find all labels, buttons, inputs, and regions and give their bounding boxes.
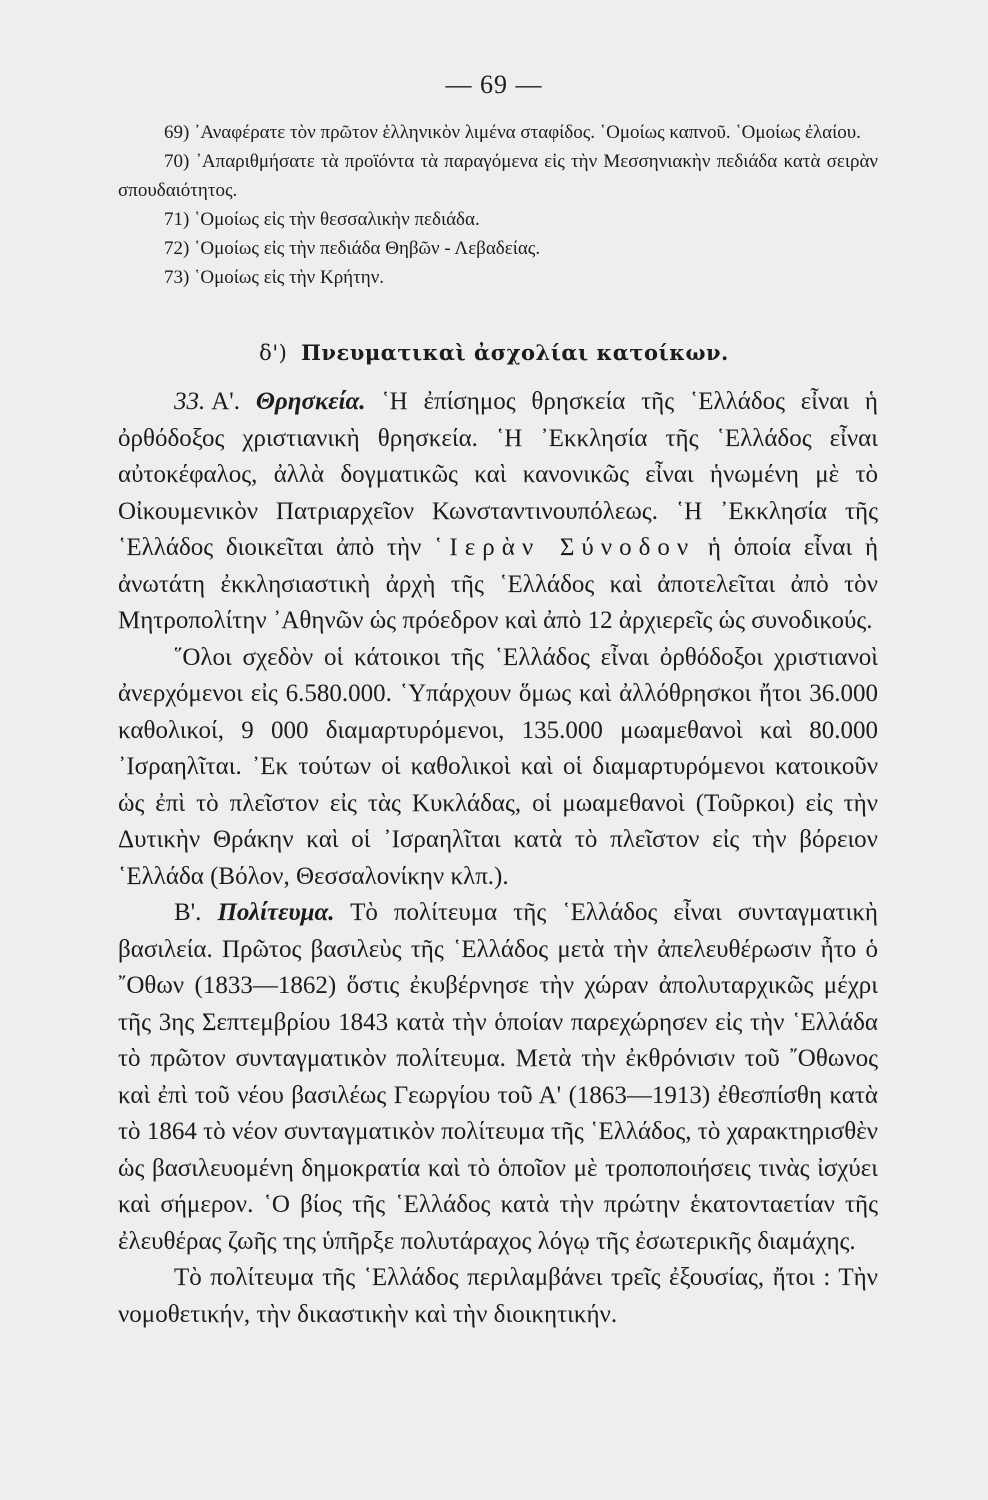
main-text	[118, 384, 878, 1333]
section-number: 33.	[174, 388, 206, 415]
religion-letter: Α'.	[211, 388, 241, 415]
question-71: 71) ῾Ομοίως εἰς τὴν θεσσαλικὴν πεδιάδα.	[164, 209, 480, 230]
question-73: 73) ῾Ομοίως εἰς τὴν Κρήτην.	[164, 267, 385, 288]
review-questions	[118, 118, 878, 292]
polity-heading: Πολίτευμα.	[217, 899, 335, 926]
religion-paragraph	[118, 384, 878, 640]
section-heading	[0, 340, 988, 365]
religion-text-1: ῾Η ἐπίσημος θρησκεία τῆς ῾Ελλάδος εἶναι ἡ ὀρθόδοξος χριστιανικὴ θρησκεία. ῾Η ᾿Εκκλησία τῆς ῾Ελλάδος εἶναι αὐτοκέφαλος, ἀλλὰ δογματικῶς καὶ κανονικῶς εἶναι ἡνωμένη μὲ τὸ Οἰκουμενικὸν Πατριαρχεῖον Κωνσταντινουπόλεως. ῾Η ᾿Εκκλησία τῆς ῾Ελλάδος διοικεῖται ἀπὸ τὴν	[118, 388, 879, 561]
section-label: δ')	[259, 341, 288, 365]
question-70: 70) ᾿Απαριθμήσατε τὰ προϊόντα τὰ παραγόμενα εἰς τὴν Μεσσηνιακὴν πεδιάδα κατὰ σειρὰν σπουδαιότητος.	[118, 151, 878, 201]
religion-paragraph-2: ῞Ολοι σχεδὸν οἱ κάτοικοι τῆς ῾Ελλάδος εἶναι ὀρθόδοξοι χριστιανοὶ ἀνερχόμενοι εἰς 6.580.000. ῾Υπάρχουν ὅμως καὶ ἀλλόθρησκοι ἤτοι 36.000 καθολικοί, 9 000 διαμαρτυρόμενοι, 135.000 μωαμεθανοὶ καὶ 80.000 ᾿Ισραηλῖται. ᾿Εκ τούτων οἱ καθολικοὶ καὶ οἱ διαμαρτυρόμενοι κατοικοῦν ὡς ἐπὶ τὸ πλεῖστον εἰς τὰς Κυκλάδας, οἱ μωαμεθανοὶ (Τοῦρκοι) εἰς τὴν Δυτικὴν Θράκην καὶ οἱ ᾿Ισραηλῖται κατὰ τὸ πλεῖστον εἰς τὴν βόρειον ῾Ελλάδα (Βόλον, Θεσσαλονίκην κλπ.).	[118, 643, 878, 890]
polity-letter: Β'.	[174, 899, 202, 926]
polity-text: Τὸ πολίτευμα τῆς ῾Ελλάδος εἶναι συνταγματικὴ βασιλεία. Πρῶτος βασιλεὺς τῆς ῾Ελλάδος μετὰ τὴν ἀπελευθέρωσιν ἦτο ὁ ῎Οθων (1833—1862) ὅστις ἐκυβέρνησε τὴν χώραν ἀπολυταρχικῶς μέχρι τῆς 3ης Σεπτεμβρίου 1843 κατὰ τὴν ὁποίαν παρεχώρησεν εἰς τὴν ῾Ελλάδα τὸ πρῶτον συνταγματικὸν πολίτευμα. Μετὰ τὴν ἐκθρόνισιν τοῦ ῎Οθωνος καὶ ἐπὶ τοῦ νέου βασιλέως Γεωργίου τοῦ Α' (1863—1913) ἐθεσπίσθη κατὰ τὸ 1864 τὸ νέον συνταγματικὸν πολίτευμα τῆς ῾Ελλάδος, τὸ χαρακτηρισθὲν ὡς βασιλευομένη δημοκρατία καὶ τὸ ὁποῖον μὲ τροποποιήσεις τινὰς ἰσχύει καὶ σήμερον. ῾Ο βίος τῆς ῾Ελλάδος κατὰ τὴν πρώτην ἑκατονταετίαν τῆς ἐλευθέρας ζωῆς της ὑπῆρξε πολυτάραχος λόγῳ τῆς ἐσωτερικῆς διαμάχης.	[118, 899, 879, 1255]
polity-paragraph-2: Τὸ πολίτευμα τῆς ῾Ελλάδος περιλαμβάνει τρεῖς ἐξουσίας, ἤτοι : Τὴν νομοθετικήν, τὴν δικαστικὴν καὶ τὴν διοικητικήν.	[118, 1264, 878, 1328]
page-number: — 69 —	[445, 70, 543, 99]
religion-heading: Θρησκεία.	[255, 388, 366, 415]
section-title: Πνευματικαὶ ἀσχολίαι κατοίκων.	[301, 340, 729, 365]
question-69: 69) ᾿Αναφέρατε τὸν πρῶτον ἑλληνικὸν λιμένα σταφίδος. ῾Ομοίως καπνοῦ. ῾Ομοίως ἐλαίου.	[164, 122, 861, 143]
question-72: 72) ῾Ομοίως εἰς τὴν πεδιάδα Θηβῶν - Λεβαδείας.	[164, 238, 541, 259]
polity-paragraph	[118, 895, 878, 1260]
religion-text-2: ἡ ὁποία εἶναι ἡ ἀνωτάτη ἐκκλησιαστικὴ ἀρχὴ τῆς ῾Ελλάδος καὶ ἀποτελεῖται ἀπὸ τὸν Μητροπολίτην ᾿Αθηνῶν ὡς πρόεδρον καὶ ἀπὸ 12 ἀρχιερεῖς ὡς συνοδικούς.	[118, 534, 879, 634]
holy-synod: ῾Ιερὰν Σύνοδον	[434, 534, 696, 561]
